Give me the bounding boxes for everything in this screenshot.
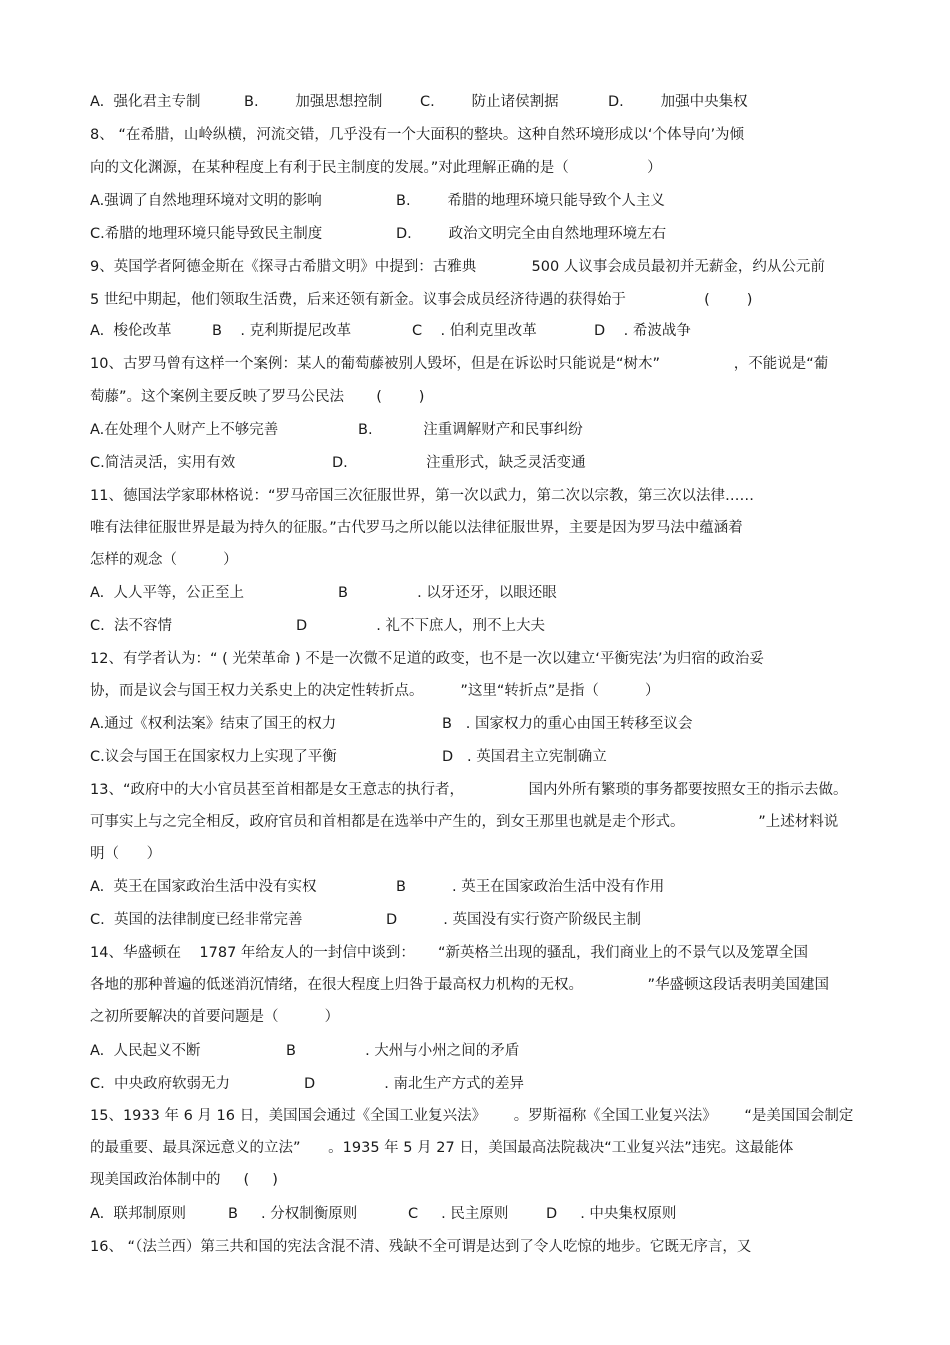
q12-option-b: B . 国家权力的重心由国王转移至议会 [442, 716, 693, 732]
q13-stem-line2: 可事实上与之完全相反，政府官员和首相都是在选举中产生的，到女王那里也就是走个形式。 ”上述材料说 [90, 814, 839, 830]
q10-option-b: B. 注重调解财产和民事纠纷 [358, 422, 583, 438]
q14-option-b: B . 大州与小州之间的矛盾 [286, 1043, 520, 1059]
q13-option-d: D . 英国没有实行资产阶级民主制 [386, 912, 641, 928]
q10-stem-line2: 萄藤”。这个案例主要反映了罗马公民法 ( ) [90, 389, 425, 405]
q10-stem-line1: 10、古罗马曾有这样一个案例：某人的葡萄藤被别人毁坏，但是在诉讼时只能说是“树木” ，不能说是“葡 [90, 356, 829, 372]
q15-option-d: D . 中央集权原则 [546, 1206, 677, 1222]
q8-option-d: D. 政治文明完全由自然地理环境左右 [396, 226, 667, 242]
q7-option-d: D. 加强中央集权 [608, 94, 748, 110]
q10-option-d: D. 注重形式，缺乏灵活变通 [332, 455, 586, 471]
q8-option-b: B. 希腊的地理环境只能导致个人主义 [396, 193, 665, 209]
q13-stem-line3: 明（ ） [90, 846, 162, 862]
q7-option-b: B. 加强思想控制 [244, 94, 383, 110]
q14-option-d: D . 南北生产方式的差异 [304, 1076, 525, 1092]
q15-stem-line2: 的最重要、最具深远意义的立法” 。1935 年 5 月 27 日，美国最高法院裁决“工业复兴法”违宪。这最能体 [90, 1140, 794, 1156]
q12-option-d: D . 英国君主立宪制确立 [442, 749, 607, 765]
q15-option-a: A. 联邦制原则 [90, 1206, 186, 1222]
q13-option-a: A. 英王在国家政治生活中没有实权 [90, 879, 317, 895]
q15-stem-line1: 15、1933 年 6 月 16 日，美国国会通过《全国工业复兴法》 。罗斯福称《全国工业复兴法》 “是美国国会制定 [90, 1108, 854, 1124]
q14-option-a: A. 人民起义不断 [90, 1043, 201, 1059]
q12-option-c: C.议会与国王在国家权力上实现了平衡 [90, 749, 337, 765]
q11-option-a: A. 人人平等，公正至上 [90, 585, 244, 601]
q9-option-c: C . 伯利克里改革 [412, 323, 537, 339]
q9-stem-line2: 5 世纪中期起，他们领取生活费，后来还领有新金。议事会成员经济待遇的获得始于 ( ) [90, 292, 753, 308]
q11-stem-line1: 11、德国法学家耶林格说：“罗马帝国三次征服世界，第一次以武力，第二次以宗教，第三次以法律…… [90, 488, 754, 504]
q10-option-c: C.简洁灵活，实用有效 [90, 455, 236, 471]
q13-option-c: C. 英国的法律制度已经非常完善 [90, 912, 303, 928]
q15-stem-line3: 现美国政治体制中的 ( ) [90, 1172, 278, 1188]
q15-option-c: C . 民主原则 [408, 1206, 509, 1222]
q11-option-d: D . 礼不下庶人，刑不上大夫 [296, 618, 546, 634]
q11-stem-line2: 唯有法律征服世界是最为持久的征服。”古代罗马之所以能以法律征服世界，主要是因为罗马法中蕴涵着 [90, 520, 743, 536]
q8-option-c: C.希腊的地理环境只能导致民主制度 [90, 226, 323, 242]
q7-option-a: A. 强化君主专制 [90, 94, 201, 110]
q16-stem-line1: 16、 “（法兰西）第三共和国的宪法含混不清、残缺不全可谓是达到了令人吃惊的地步。它既无序言，又 [90, 1239, 752, 1255]
q13-stem-line1: 13、“政府中的大小官员甚至首相都是女王意志的执行者， 国内外所有繁琐的事务都要按照女王的指示去做。 [90, 782, 848, 798]
q8-option-a: A.强调了自然地理环境对文明的影响 [90, 193, 322, 209]
q7-option-c: C. 防止诸侯割据 [420, 94, 559, 110]
q13-option-b: B . 英王在国家政治生活中没有作用 [396, 879, 665, 895]
q8-stem-line2: 向的文化渊源，在某种程度上有利于民主制度的发展。”对此理解正确的是（ ） [90, 160, 662, 176]
q8-stem-line1: 8、 “在希腊，山岭纵横，河流交错，几乎没有一个大面积的整块。这种自然环境形成以‘个体导向’为倾 [90, 127, 745, 143]
q11-option-b: B . 以牙还牙，以眼还眼 [338, 585, 557, 601]
q14-stem-line1: 14、华盛顿在 1787 年给友人的一封信中谈到： “新英格兰出现的骚乱，我们商业上的不景气以及笼罩全国 [90, 945, 808, 961]
q9-stem-line1: 9、英国学者阿德金斯在《探寻古希腊文明》中提到：古雅典 500 人议事会成员最初并无薪金，约从公元前 [90, 259, 825, 275]
q11-option-c: C. 法不容情 [90, 618, 172, 634]
q15-option-b: B . 分权制衡原则 [228, 1206, 358, 1222]
q9-option-b: B . 克利斯提尼改革 [212, 323, 352, 339]
q14-stem-line2: 各地的那种普遍的低迷消沉情绪，在很大程度上归咎于最高权力机构的无权。 ”华盛顿这段话表明美国建国 [90, 977, 830, 993]
q14-stem-line3: 之初所要解决的首要问题是（ ） [90, 1009, 340, 1025]
q12-option-a: A.通过《权利法案》结束了国王的权力 [90, 716, 337, 732]
q10-option-a: A.在处理个人财产上不够完善 [90, 422, 279, 438]
q11-stem-line3: 怎样的观念（ ） [90, 552, 238, 568]
q12-stem-line2: 协，而是议会与国王权力关系史上的决定性转折点。 ”这里“转折点”是指（ ） [90, 683, 660, 699]
q12-stem-line1: 12、有学者认为：“ ( 光荣革命 ) 不是一次微不足道的政变，也不是一次以建立‘平衡宪法’为归宿的政治妥 [90, 651, 764, 667]
q9-option-a: A. 梭伦改革 [90, 323, 172, 339]
q14-option-c: C. 中央政府软弱无力 [90, 1076, 230, 1092]
q9-option-d: D . 希波战争 [594, 323, 691, 339]
